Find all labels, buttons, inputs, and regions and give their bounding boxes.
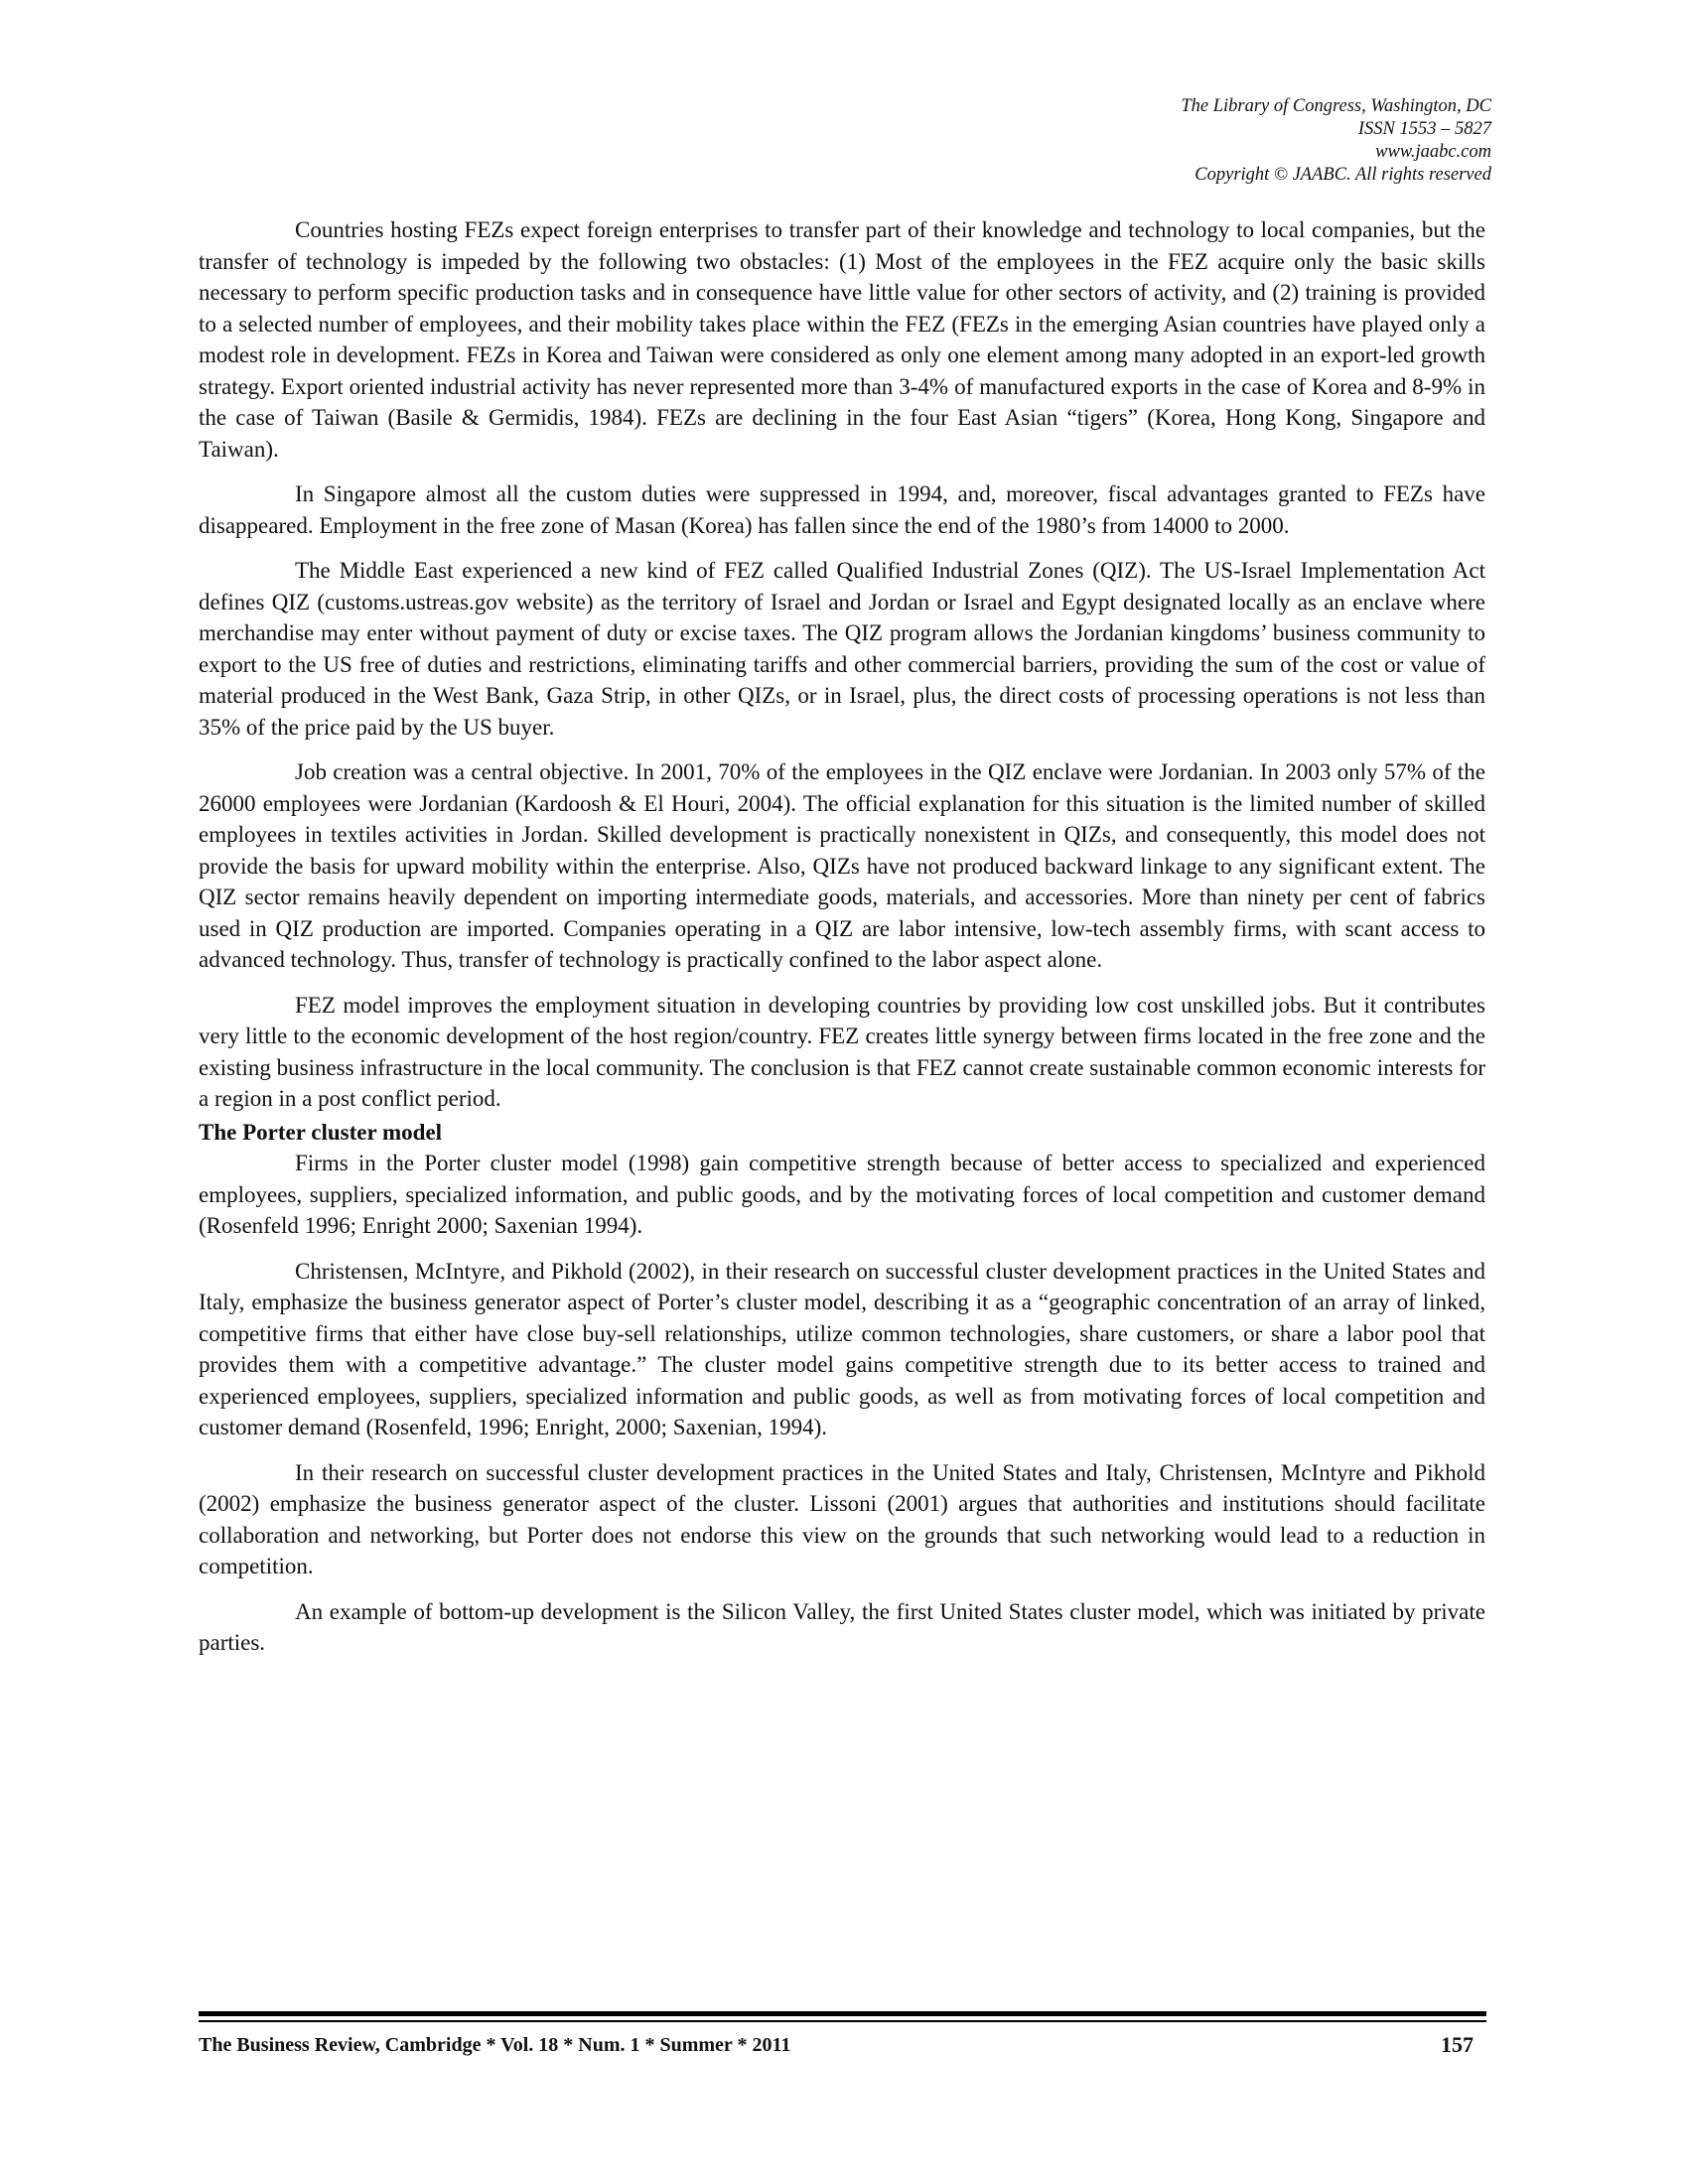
paragraph-research-italy: In their research on successful cluster development practices in the United States and Italy, Christensen, McIntyre and Pikhold (2002) emphasize the business generator aspect of the cluster. Lissoni (2001) argues that authorities and institutions should facilitate collaboration and networking, but Porter does not endorse this view on the grounds that such networking would lead to a reduction in competition.	[199, 1459, 1485, 1578]
header-copyright: Copyright © JAABC. All rights reserved	[1195, 165, 1491, 185]
header-website: www.jaabc.com	[1375, 142, 1491, 162]
paragraph-christensen: Christensen, McIntyre, and Pikhold (2002), in their research on successful cluster development practices in the United States and Italy, emphasize the business generator aspect of Porter’s cluster model, describing it as a “geographic concentration of an array of linked, competitive firms that either have close buy-sell relationships, utilize common technologies, share customers, or share a labor pool that provides them with a competitive advantage.” The cluster model gains competitive strength due to its better access to trained and experienced employees, suppliers, specialized information and public goods, as well as from motivating forces of local competition and customer demand (Rosenfeld, 1996; Enright, 2000; Saxenian, 1994).	[199, 1258, 1485, 1439]
header-issn: ISSN 1553 – 5827	[1357, 119, 1491, 139]
page-number: 157	[1441, 2032, 1474, 2057]
article-body	[199, 214, 1485, 1673]
footer-journal-citation: The Business Review, Cambridge * Vol. 18 * Num. 1 * Summer * 2011	[199, 2034, 791, 2056]
header-publisher: The Library of Congress, Washington, DC	[1181, 96, 1491, 116]
footer-rule-thin	[199, 2020, 1486, 2022]
paragraph-porter-firms: Firms in the Porter cluster model (1998) gain competitive strength because of better access to specialized and experienced employees, suppliers, specialized information, and public goods, and by the motivating forces of local competition and customer demand (Rosenfeld 1996; Enright 2000; Saxenian 1994).	[199, 1151, 1485, 1238]
section-heading: The Porter cluster model	[199, 1119, 443, 1145]
paragraph-singapore: In Singapore almost all the custom duties were suppressed in 1994, and, moreover, fiscal advantages granted to FEZs have disappeared. Employment in the free zone of Masan (Korea) has fallen since the end of the 1980’s from 14000 to 2000.	[199, 481, 1485, 538]
footer-rule-thick	[199, 2011, 1486, 2016]
paragraph-fez-conclusion: FEZ model improves the employment situation in developing countries by providing low cost unskilled jobs. But it contributes very little to the economic development of the host region/country. FEZ creates little synergy between firms located in the free zone and the existing business infrastructure in the local community. The conclusion is that FEZ cannot create sustainable common economic interests for a region in a post conflict period.	[199, 992, 1485, 1111]
paragraph-silicon-valley: An example of bottom-up development is the Silicon Valley, the first United States cluster model, which was initiated by private parties.	[199, 1598, 1485, 1655]
paragraph-job-creation: Job creation was a central objective. In 2001, 70% of the employees in the QIZ enclave were Jordanian. In 2003 only 57% of the 26000 employees were Jordanian (Kardoosh & El Houri, 2004). The official explanation for this situation is the limited number of skilled employees in textiles activities in Jordan. Skilled development is practically nonexistent in QIZs, and consequently, this model does not provide the basis for upward mobility within the enterprise. Also, QIZs have not produced backward linkage to any significant extent. The QIZ sector remains heavily dependent on importing intermediate goods, materials, and accessories. More than ninety per cent of fabrics used in QIZ production are imported. Companies operating in a QIZ are labor intensive, low-tech assembly firms, with scant access to advanced technology. Thus, transfer of technology is practically confined to the labor aspect alone.	[199, 759, 1485, 972]
running-header	[896, 95, 1491, 187]
paragraph-qiz-definition: The Middle East experienced a new kind of FEZ called Qualified Industrial Zones (QIZ). The US-Israel Implementation Act defines QIZ (customs.ustreas.gov website) as the territory of Israel and Jordan or Israel and Egypt designated locally as an enclave where merchandise may enter without payment of duty or excise taxes. The QIZ program allows the Jordanian kingdoms’ business community to export to the US free of duties and restrictions, eliminating tariffs and other commercial barriers, providing the sum of the cost or value of material produced in the West Bank, Gaza Strip, in other QIZs, or in Israel, plus, the direct costs of processing operations is not less than 35% of the price paid by the US buyer.	[199, 558, 1485, 740]
paragraph-fez-technology-transfer: Countries hosting FEZs expect foreign enterprises to transfer part of their knowledge and technology to local companies, but the transfer of technology is impeded by the following two obstacles: (1) Most of the employees in the FEZ acquire only the basic skills necessary to perform specific production tasks and in consequence have little value for other sectors of activity, and (2) training is provided to a selected number of employees, and their mobility takes place within the FEZ (FEZs in the emerging Asian countries have played only a modest role in development. FEZs in Korea and Taiwan were considered as only one element among many adopted in an export-led growth strategy. Export oriented industrial activity has never represented more than 3-4% of manufactured exports in the case of Korea and 8-9% in the case of Taiwan (Basile & Germidis, 1984). FEZs are declining in the four East Asian “tigers” (Korea, Hong Kong, Singapore and Taiwan).	[199, 217, 1485, 462]
